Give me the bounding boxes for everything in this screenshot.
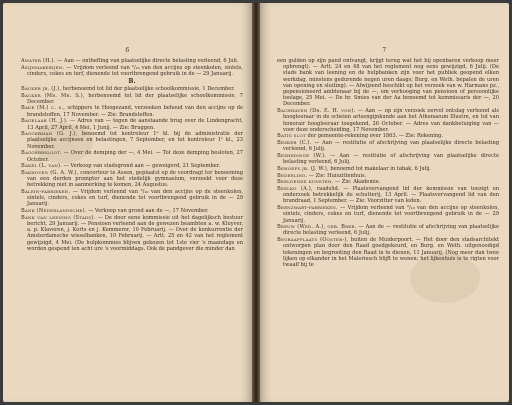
entry-text: schippers te Hoogezand, verzoeken behoud van den accijns op de brandstoffen, 17 November. — Zie: Brandstoffen. [27, 105, 243, 118]
entry-text: — Aan — restitutie of afschrijving van plaatselijke directe belasting verleend, 6 Julij. [283, 140, 499, 153]
entry-heading: Bedeeling. [277, 172, 308, 179]
index-entry [21, 150, 243, 162]
entry-text: — Aan — ontheffing van plaatselijke directe belasting verleend, 6 Juli. [57, 58, 239, 64]
entry-text: benoemd tot makelaar in tabak, 6 Julij. [330, 165, 432, 172]
entry-heading: Asijnmakerijen. [21, 64, 65, 71]
index-entry [21, 118, 243, 130]
text-column [277, 58, 499, 269]
entry-heading: Bank (Nederlandsche). [21, 208, 87, 215]
entry-text: — Zie: Huiszittenhuis. [308, 172, 367, 179]
entry-text: raadslid. — Plaatsvervangend lid der kommissie van toezigt en onderzoek betrekkelijk de schutterij, 13 April. — Plaatsvervangend lid van den brandraad, 1 September. — Zie: Voorzitter van leden. [283, 186, 500, 205]
index-entry [21, 189, 243, 208]
left-page [3, 3, 252, 402]
entry-text: een gulden op zijn pand ontvangt, krijgt terug wat het bij openbaren verkoop meer opbrengt). — Artt. 24 en 48 van het reglement nog eens gewijzigd, 6 Julij. (De stads bank van leening en de hulpbanken zijn voor het publiek geopend elken werkdag, minstens gedurende negen uren daags; Burg. en Weth. bepalen de uren van opening en sluiting). — Afwijzend beschikt op het verzoek van w. Harmans pz., gepensioneerd ambtenaar bij de —, om verhooging van pensioen of persoonlijke toelage, 25 Mei. — De hr. Smies van der Aa benoemd tot kommissaris der —, 20 December. [277, 58, 499, 108]
index-entry [21, 163, 243, 169]
section-heading: B. [128, 77, 136, 85]
entry-heading: Bank van leening (Stads). [21, 214, 96, 221]
entry-text: — Verkoop van grond aan de —, 17 November. [88, 208, 209, 215]
entry-heading: Backer jr. (J.), [21, 85, 62, 92]
entry-heading: Baggerrsloot. [21, 150, 62, 157]
entry-text: concerteur te Assen, geplaatst op de voordragt ter benoeming van een derden prompter aan het stedelijk gymnasium, verzoekt voor deze betrekking niet in aanmerking te komen, 24 Augustus. [27, 169, 243, 189]
entry-heading: Beeldende kunsten. [277, 179, 334, 186]
index-entry [277, 153, 499, 165]
entry-heading: Bezker (C.). [277, 140, 312, 147]
entry-text: — De door eene kommissie uit het dagelijksch bestuur bericht, 29 Januarij. — Pensioen verleend aan de gewezen beambten a. w. Kluyver, a. p. Klaveren, j. Korts en j. Kemmerer, 10 Februarij. — Over de konkurrentie der Amsterdamsche wisselbanken, 10 Februarij. — Artt. 25 en 42 van het reglement gewijzigd, 4 Mei. (De hulpkommies blijven gekozen tot 1ste vier 's maandags en worden gespend ten acht ure 's voormiddags. Ook de pandgever die minder dan [27, 214, 244, 252]
entry-heading: Beelko (A.), [277, 186, 313, 193]
entry-heading: Behoefs jr. (J. W.), [277, 165, 329, 172]
entry-heading: Awater (H.). [21, 58, 56, 64]
index-entry [21, 93, 243, 105]
index-entry [277, 133, 499, 139]
entry-text: benoemd tot kontroleur 1ᵉ kl. bij de administratie der plaatselijke accijnsen en belastingen, 7 September, en tot kontroleur 1ᵉ kl., 23 November. [27, 131, 243, 150]
index-entry [21, 131, 243, 150]
entry-text: — Zie: Akademie. [335, 179, 381, 186]
entry-text: — Verkoop van stadsgrond aan — geweigerd, 21 September. [63, 163, 221, 170]
entry-text: — Vrijdom verleend van ²/₁₀ van den accijns op steenkolen, sintels, cinders, cokes en turf, dienende tot voortbrengend gebruik in de — 29 Januarij. [27, 64, 243, 77]
index-entry [21, 58, 243, 64]
entry-heading: Balein-fabrieken. [21, 189, 71, 196]
entry-text: herbenoemd tot lid der plaatselijke schoolkommissie, 7 December. [27, 92, 244, 105]
entry-text: buiten de Muiderpoort. — Het door den stadsarchitekt ontworpen plan door den Raad goedgekeurd, en Burg. en Weth. uitgenoodigd tekeningen en begrooting den Raad in te dienen, 11 Januarij. (Nog meer dan twee lijken op elkander in het Maleriesch blijft te wenen; het lijkenhuis is te rigten voor twaalf bij te [283, 237, 499, 268]
entry-heading: Beeuw (Wed. A.), geb. Brer. [277, 224, 357, 231]
entry-text: — Aan — op zijn verzoek eervol ontslag verleend als hoogleeraar in de scheien artsengijnkunde aan het Athenaeum Illustre, en tot van honorair hoogleeraar toegekend, 26 October. — Adres van dankbetuiging van — voor deze onderscheiding, 17 November. [283, 108, 500, 133]
text-column [21, 58, 243, 253]
index-entry [21, 215, 243, 252]
index-entry [21, 208, 243, 214]
index-entry [277, 108, 499, 133]
index-entry [277, 140, 499, 152]
entry-heading: Bakel (L. van). [21, 163, 63, 170]
entry-heading: Bezhedinge (W.). [277, 153, 327, 160]
index-entry [277, 58, 499, 108]
entry-text: herbenoemd tot lid der plaatselijke schoolkommissie, 1 December. [62, 85, 235, 92]
entry-heading: Backer (Mr. Mr. S.), [21, 92, 85, 99]
entry-text: — Vrijdom verleend van ²/₁₀ van den accijns op de steenkolen, sintels, cinders, cokes en turf, dienende tot voortbrengend gebruik in de — 29 Januarij. [27, 189, 243, 208]
index-entry [277, 166, 499, 172]
entry-heading: Bakhoven (G. A. W.), [21, 169, 79, 176]
index-entry [21, 105, 243, 117]
entry-text: — Vrijdom verleend van ²/₁₀ van den accijns op steenkolen, sintels, cinders, cokes en turf, dienende tot voortbrengend gebruik in de — 29 Januarij. [283, 205, 499, 224]
entry-heading: Batig slot [277, 133, 306, 140]
index-entry [21, 86, 243, 92]
index-entry [21, 170, 243, 189]
right-page [260, 3, 509, 402]
index-entry [21, 65, 243, 77]
entry-heading: Begraafplaats (Ooster-), [277, 237, 349, 244]
index-entry [277, 186, 499, 205]
entry-text: — Aan — restitutie of afschrijving van plaatselijke directe belasting verleend, 6 Julij. [283, 153, 500, 166]
gutter [252, 3, 260, 402]
index-entry [277, 224, 499, 236]
entry-heading: Bade (M.) c. s., [21, 105, 66, 112]
index-entry [277, 179, 499, 185]
index-entry [277, 237, 499, 268]
index-entry [277, 173, 499, 179]
entry-heading: Baggerman (G. J.), [21, 131, 78, 138]
index-entry [277, 205, 499, 224]
entry-text: — Aan de — restitutie of afschrijving van plaatselijke directe belasting verleend, 6 Julij. [283, 224, 499, 237]
entry-text: der gemeente-rekening over 1863. — Zie: Rekening. [307, 133, 444, 140]
entry-heading: Bachhaven (Dr. E. H. von). [277, 108, 356, 115]
page-number: 6 [125, 47, 130, 54]
page-number: 7 [382, 47, 387, 54]
entry-heading: Beenzwart-fabrieken. [277, 205, 338, 212]
entry-text: — Adres van — tegen de aanstaande brug over de Lindengracht, 13 April, 27 April, 4 Mei, 1 Junij. — Zie: Bruggen. [27, 118, 243, 131]
entry-heading: Bagelaar (H. J.). [21, 118, 68, 125]
entry-text: — Over de demping der —, 4 Mei. — Tot deze demping besloten, 27 October. [27, 150, 243, 163]
